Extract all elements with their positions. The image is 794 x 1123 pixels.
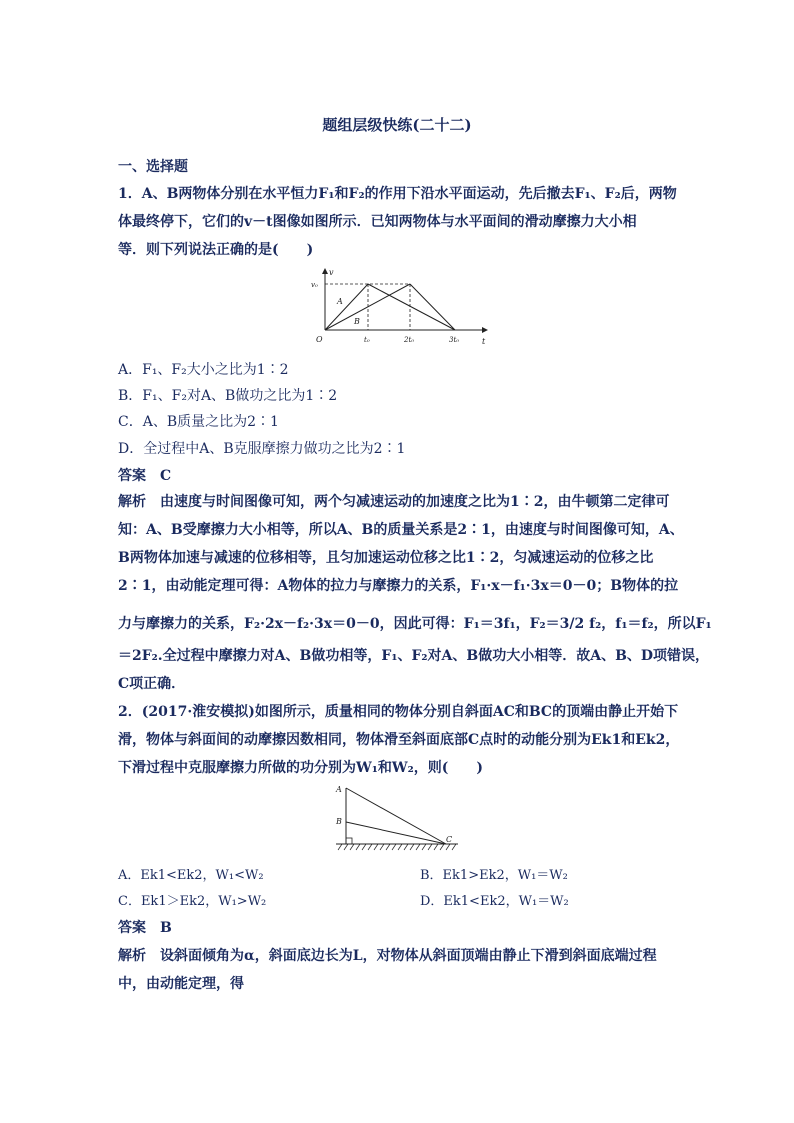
q2-stem-line-3: 下滑过程中克服摩擦力所做的功分别为W₁和W₂，则( )	[118, 760, 483, 776]
q2-stem-line-2: 滑，物体与斜面间的动摩擦因数相同，物体滑至斜面底部C点时的动能分别为Ek1和Ek2，	[118, 732, 680, 748]
q1-axis-v-label: v	[329, 268, 334, 277]
q2-option-c: C．Ek1＞Ek2，W₁>W₂	[118, 894, 267, 909]
q2-point-b-label: B	[336, 817, 342, 826]
q1-stem-line-2: 体最终停下，它们的v－t图像如图所示．已知两物体与水平面间的滑动摩擦力大小相	[118, 214, 637, 230]
q1-analysis-line-2: 知：A、B受摩擦力大小相等，所以A、B的质量关系是2∶1，由速度与时间图像可知，A、	[118, 522, 684, 538]
page-title: 题组层级快练(二十二)	[322, 116, 472, 134]
q1-analysis-line-5: 力与摩擦力的关系，F₂·2x－f₂·3x＝0－0，因此可得：F₁＝3f₁，F₂＝3/2 f₂，f₁＝f₂，所以F₁	[118, 616, 712, 632]
q1-3t0-label: 3t₀	[449, 336, 460, 344]
q1-option-c: C．A、B质量之比为2∶1	[118, 414, 279, 430]
q1-option-b: B．F₁、F₂对A、B做功之比为1∶2	[118, 388, 338, 404]
q1-option-a: A．F₁、F₂大小之比为1∶2	[118, 362, 289, 378]
q1-vt-graph	[310, 266, 490, 348]
q1-stem-line-3: 等．则下列说法正确的是( )	[118, 242, 314, 258]
q2-point-a-label: A	[336, 785, 342, 794]
q1-v0-label: v₀	[311, 281, 318, 289]
q1-2t0-label: 2t₀	[404, 336, 415, 344]
q2-option-d: D．Ek1<Ek2，W₁＝W₂	[420, 894, 569, 909]
q2-point-c-label: C	[446, 835, 453, 844]
q1-answer: 答案 C	[118, 468, 172, 484]
q1-stem-line-1: 1．A、B两物体分别在水平恒力F₁和F₂的作用下沿水平面运动，先后撤去F₁、F₂后，两物	[118, 186, 677, 202]
q2-incline-figure	[332, 780, 462, 852]
q2-stem-line-1: 2．(2017·淮安模拟)如图所示，质量相同的物体分别自斜面AC和BC的顶端由静止开始下	[118, 704, 679, 720]
q1-axis-t-label: t	[482, 337, 486, 346]
section-heading: 一、选择题	[118, 159, 188, 175]
q2-option-a: A．Ek1<Ek2，W₁<W₂	[118, 868, 264, 883]
q1-t0-label: t₀	[364, 336, 370, 344]
q2-answer: 答案 B	[118, 920, 172, 936]
q2-analysis-line-1: 解析 设斜面倾角为α，斜面底边长为L，对物体从斜面顶端由静止下滑到斜面底端过程	[118, 948, 657, 964]
q2-option-b: B．Ek1>Ek2，W₁＝W₂	[420, 868, 568, 883]
q1-analysis-line-3: B两物体加速与减速的位移相等，且匀加速运动位移之比1∶2，匀减速运动的位移之比	[118, 550, 654, 566]
q1-origin-label: O	[316, 335, 323, 344]
q1-analysis-line-4: 2∶1，由动能定理可得：A物体的拉力与摩擦力的关系，F₁·x－f₁·3x＝0－0；B物体的拉	[118, 578, 679, 594]
q1-analysis-line-7: C项正确．	[118, 676, 186, 692]
q1-option-d: D．全过程中A、B克服摩擦力做功之比为2∶1	[118, 441, 406, 457]
q1-curve-b-label: B	[354, 317, 360, 326]
q1-analysis-line-6: ＝2F₂.全过程中摩擦力对A、B做功相等，F₁、F₂对A、B做功大小相等．故A、B、D项错误，	[118, 648, 710, 664]
q1-curve-a-label: A	[337, 297, 343, 306]
q2-analysis-line-2: 中，由动能定理，得	[118, 976, 244, 992]
q1-analysis-line-1: 解析 由速度与时间图像可知，两个匀减速运动的加速度之比为1∶2，由牛顿第二定律可	[118, 494, 670, 510]
